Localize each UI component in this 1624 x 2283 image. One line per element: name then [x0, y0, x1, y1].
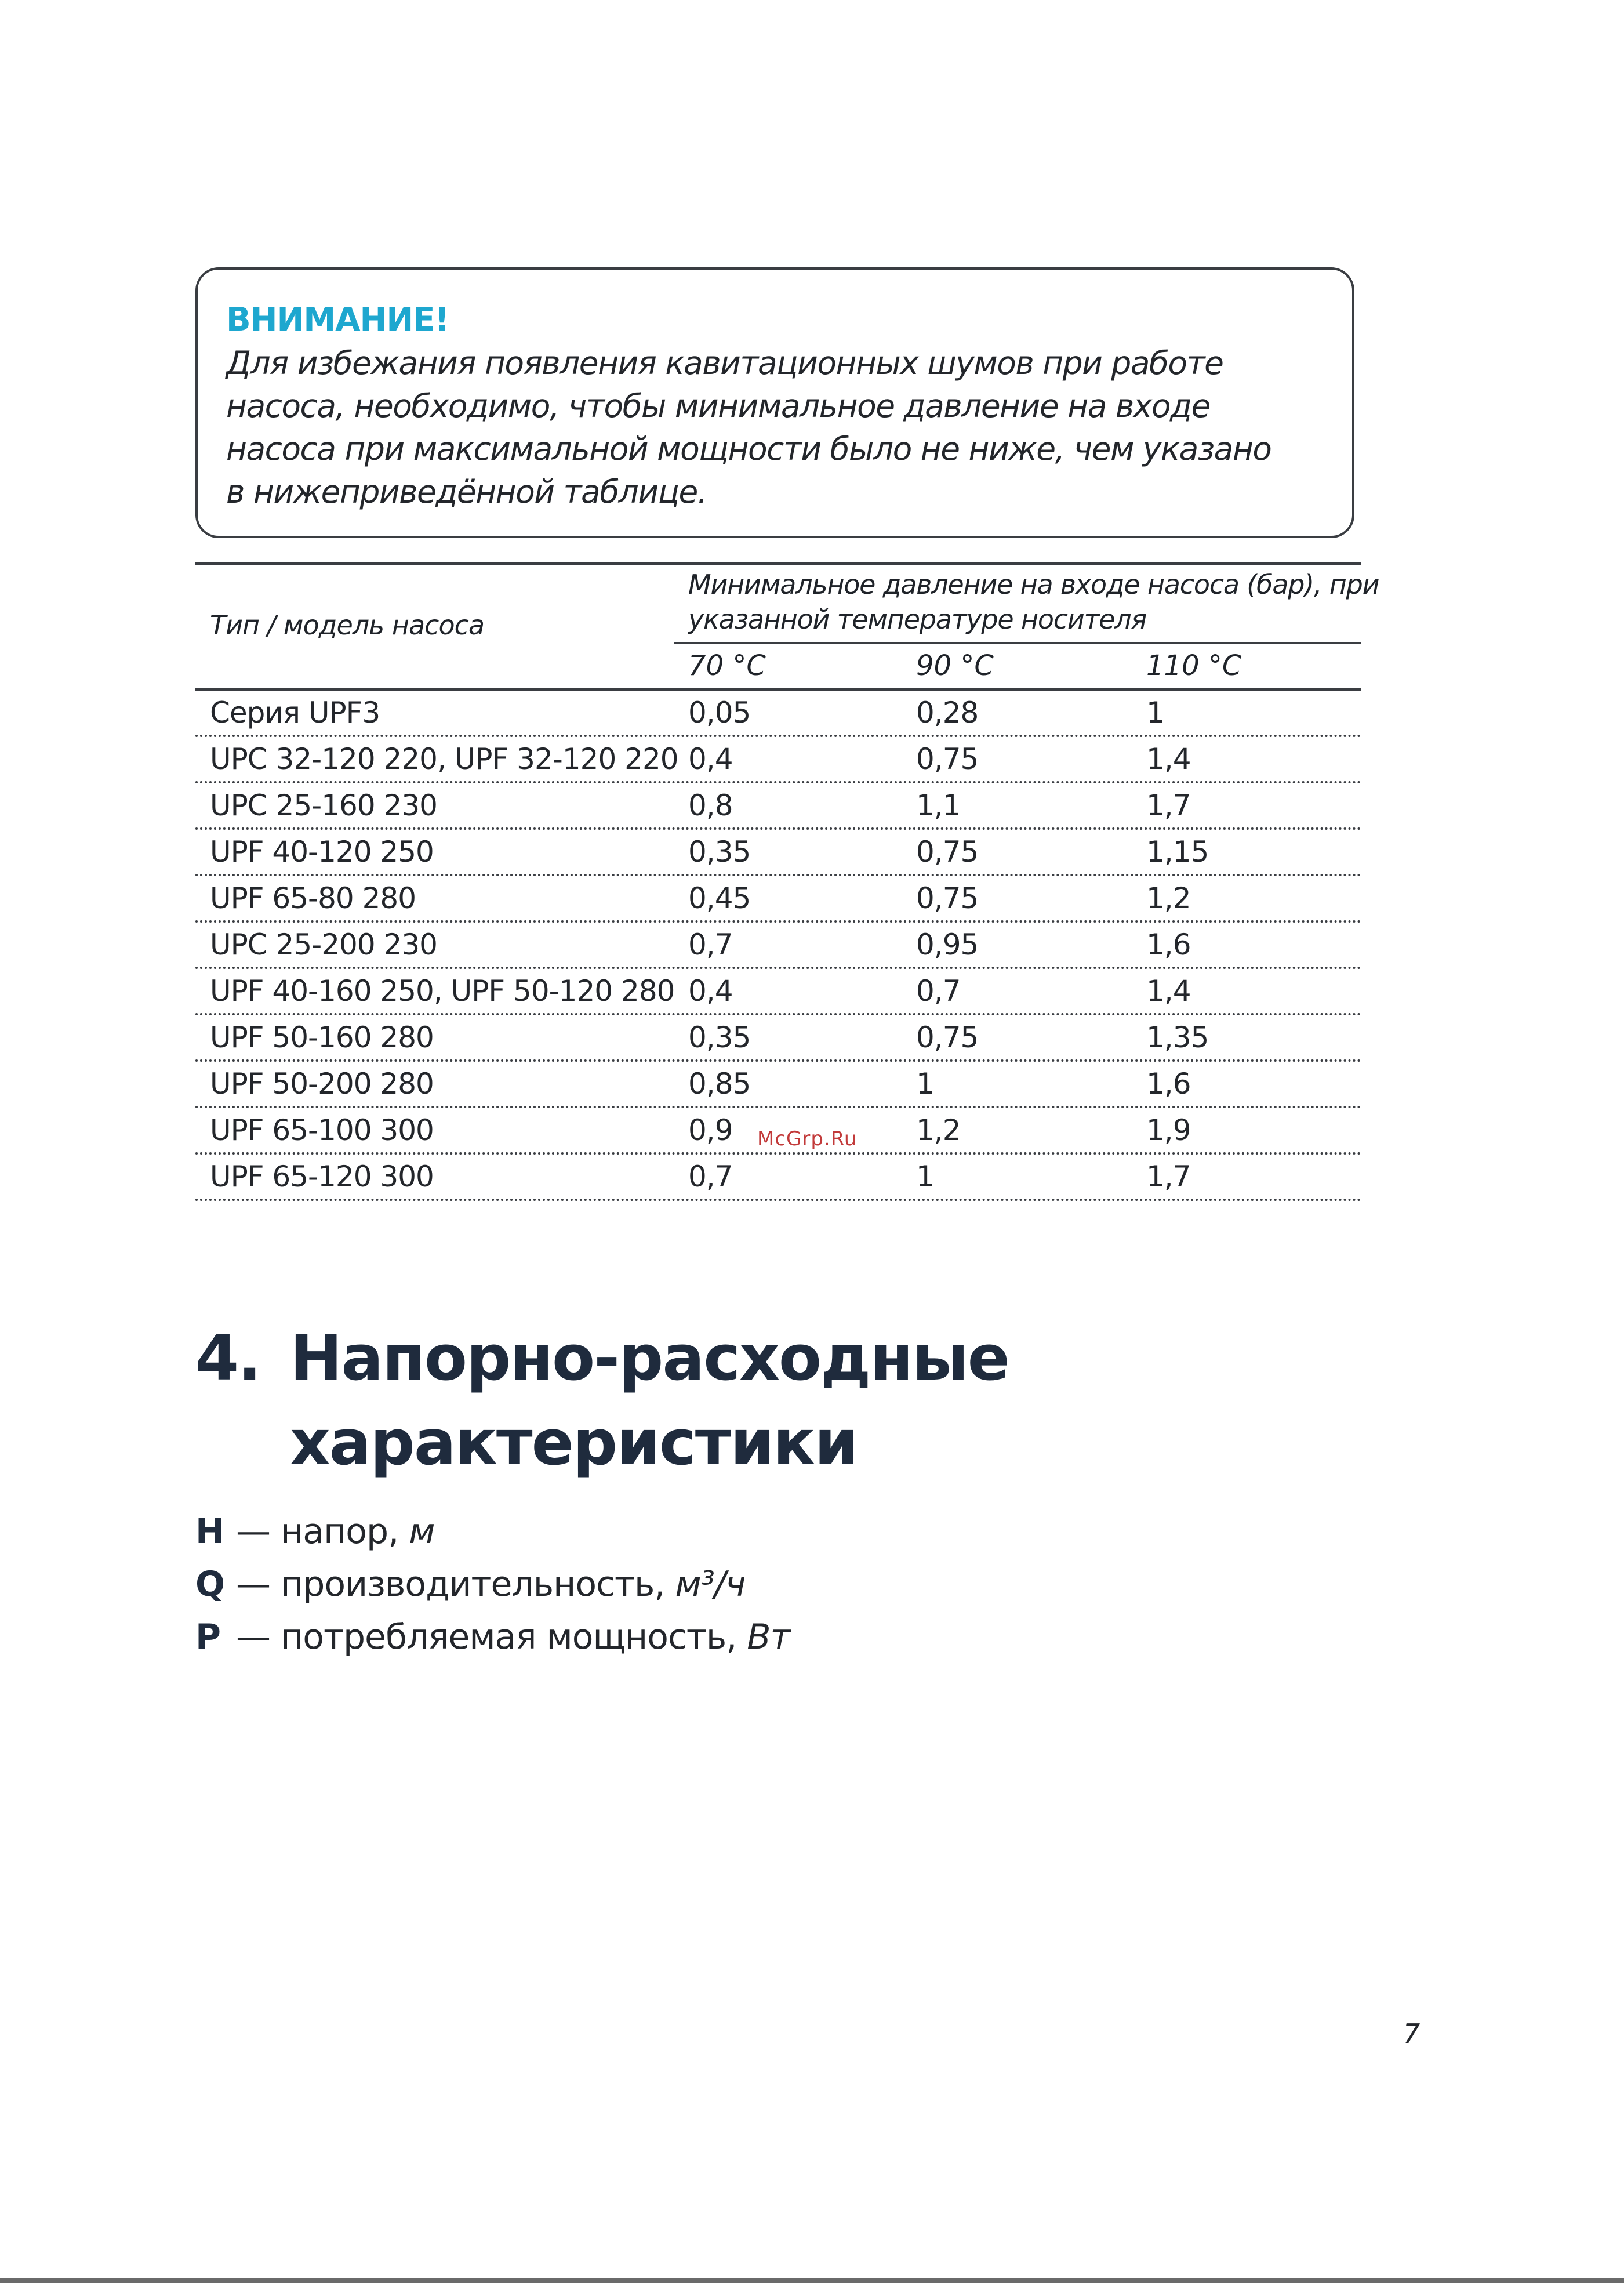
warning-title: ВНИМАНИЕ!	[226, 301, 449, 339]
cell-t90: 0,28	[916, 696, 979, 729]
cell-t110: 1,9	[1146, 1113, 1191, 1147]
cell-t70: 0,35	[688, 835, 751, 869]
table-row	[195, 783, 1361, 830]
cell-t90: 1	[916, 1067, 934, 1101]
cell-model: UPF 40-120 250	[210, 835, 434, 869]
cell-t90: 0,75	[916, 1021, 979, 1054]
cell-model: UPF 65-120 300	[210, 1160, 434, 1193]
page-number: 7	[1403, 2018, 1420, 2049]
legend-unit: Вт	[747, 1617, 790, 1657]
cell-t110: 1,4	[1146, 742, 1191, 776]
section-number: 4.	[195, 1322, 261, 1395]
table-row	[195, 969, 1361, 1015]
cell-t70: 0,35	[688, 1021, 751, 1054]
header-pressure-group	[688, 567, 1379, 637]
cell-t110: 1,6	[1146, 928, 1191, 961]
cell-model: UPF 50-160 280	[210, 1021, 434, 1054]
table-row	[195, 830, 1361, 876]
section-title	[290, 1316, 1102, 1486]
cell-model: UPF 65-100 300	[210, 1113, 434, 1147]
header-temp-110: 110 °C	[1146, 649, 1242, 682]
table-row	[195, 737, 1361, 783]
header-pressure-line: Минимальное давление на входе насоса (бар), при	[688, 569, 1379, 600]
cell-t110: 1,35	[1146, 1021, 1209, 1054]
cell-t90: 1,1	[916, 789, 961, 822]
bottom-border	[0, 2278, 1624, 2283]
table-row	[195, 1015, 1361, 1062]
cell-t110: 1	[1146, 696, 1164, 729]
legend-symbol: Q	[195, 1564, 226, 1605]
cell-t90: 0,75	[916, 881, 979, 915]
legend-description	[236, 1611, 790, 1664]
cell-t70: 0,7	[688, 1160, 733, 1193]
warning-line: насоса, необходимо, чтобы минимальное давление на входе	[226, 387, 1210, 424]
cell-t70: 0,45	[688, 881, 751, 915]
warning-line: в нижеприведённой таблице.	[226, 473, 707, 510]
warning-line: Для избежания появления кавитационных шумов при работе	[226, 344, 1223, 382]
header-temp-70: 70 °C	[688, 649, 766, 682]
warning-line: насоса при максимальной мощности было не ниже, чем указано	[226, 430, 1271, 467]
cell-t90: 0,7	[916, 974, 961, 1008]
cell-model: UPC 32-120 220, UPF 32-120 220	[210, 742, 678, 776]
table-row	[195, 1155, 1361, 1201]
table-row	[195, 923, 1361, 969]
section-title-line: характеристики	[290, 1407, 858, 1479]
cell-t70: 0,8	[688, 789, 733, 822]
cell-model: UPF 50-200 280	[210, 1067, 434, 1101]
table-row	[195, 691, 1361, 737]
legend-text: — производительность,	[236, 1564, 675, 1605]
section-title-line: Напорно-расходные	[290, 1322, 1009, 1395]
header-temp-90: 90 °C	[916, 649, 994, 682]
cell-model: UPF 65-80 280	[210, 881, 416, 915]
cell-t90: 1,2	[916, 1113, 961, 1147]
cell-t110: 1,7	[1146, 789, 1191, 822]
warning-box	[195, 267, 1354, 538]
legend-text: — потребляемая мощность,	[236, 1617, 747, 1657]
cell-t70: 0,4	[688, 742, 733, 776]
cell-model: UPC 25-160 230	[210, 789, 437, 822]
cell-model: UPC 25-200 230	[210, 928, 437, 961]
legend-symbol: P	[195, 1617, 221, 1657]
cell-model: UPF 40-160 250, UPF 50-120 280	[210, 974, 675, 1008]
table-row	[195, 876, 1361, 923]
cell-t70: 0,05	[688, 696, 751, 729]
legend-symbol: H	[195, 1511, 225, 1552]
cell-t70: 0,85	[688, 1067, 751, 1101]
header-group-rule	[674, 642, 1361, 644]
cell-t90: 0,75	[916, 742, 979, 776]
watermark-link[interactable]: McGrp.Ru	[757, 1127, 858, 1150]
cell-t70: 0,9	[688, 1113, 733, 1147]
cell-t70: 0,7	[688, 928, 733, 961]
legend-unit: м	[409, 1511, 435, 1552]
legend-text: — напор,	[236, 1511, 409, 1552]
cell-t110: 1,7	[1146, 1160, 1191, 1193]
cell-t110: 1,15	[1146, 835, 1209, 869]
cell-t110: 1,6	[1146, 1067, 1191, 1101]
table-row	[195, 1062, 1361, 1108]
legend-description	[236, 1505, 435, 1558]
legend-unit: м³/ч	[675, 1564, 746, 1605]
cell-t110: 1,2	[1146, 881, 1191, 915]
legend-description	[236, 1558, 746, 1611]
cell-t70: 0,4	[688, 974, 733, 1008]
table-top-rule	[195, 562, 1361, 565]
cell-model: Серия UPF3	[210, 696, 380, 729]
cell-t90: 0,95	[916, 928, 979, 961]
header-model: Тип / модель насоса	[210, 609, 485, 641]
table-body	[195, 691, 1361, 1201]
cell-t90: 1	[916, 1160, 934, 1193]
cell-t90: 0,75	[916, 835, 979, 869]
cell-t110: 1,4	[1146, 974, 1191, 1008]
header-pressure-line: указанной температуре носителя	[688, 604, 1146, 635]
